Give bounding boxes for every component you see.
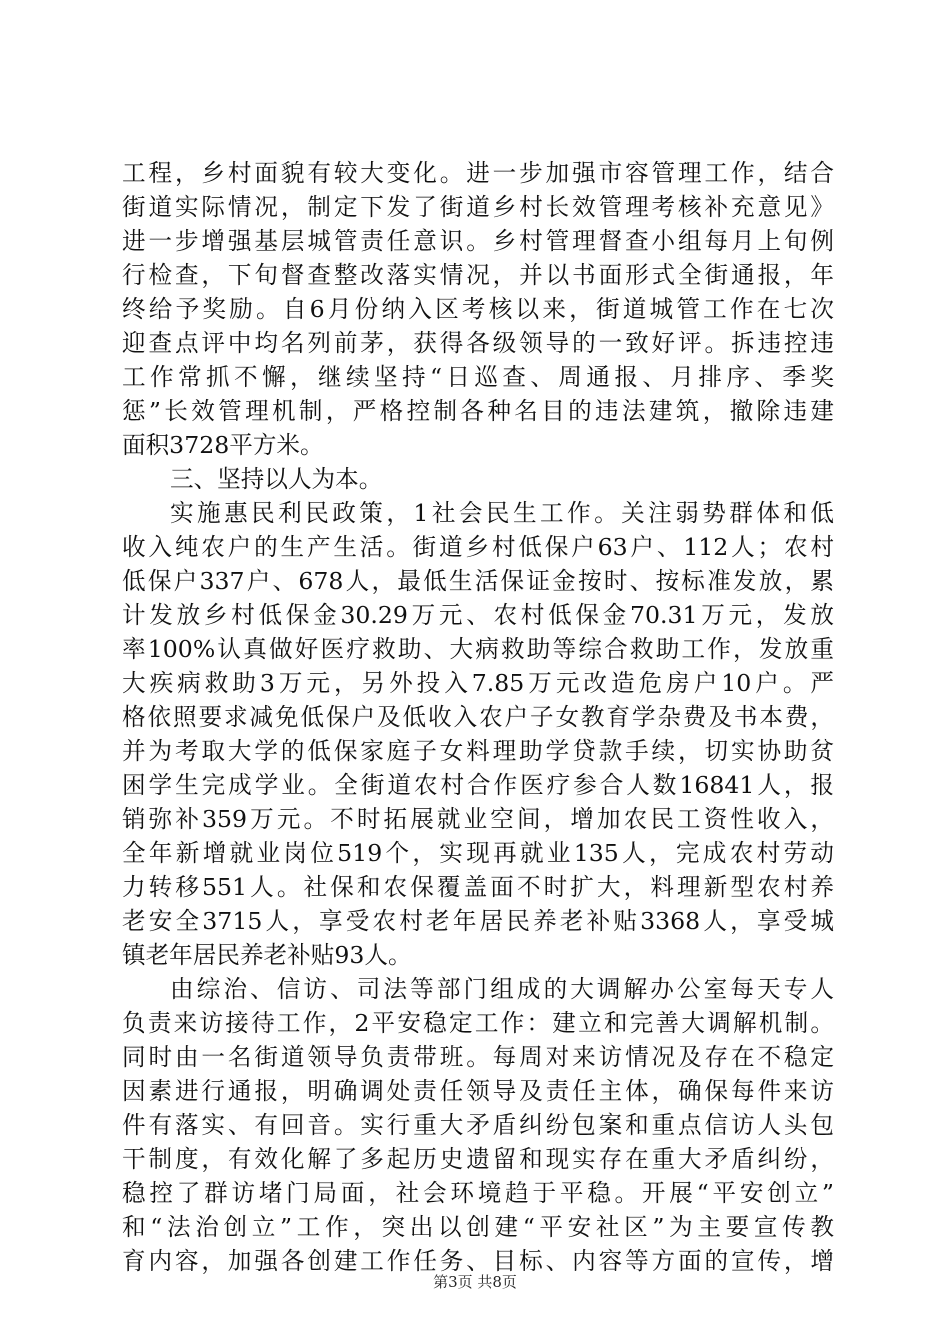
text-line: 大疾病救助3万元，另外投入7.85万元改造危房户10户。严 (122, 669, 834, 697)
text-line: 和“法治创立”工作，突出以创建“平安社区”为主要宣传教 (122, 1213, 834, 1241)
text-line: 街道实际情况，制定下发了街道乡村长效管理考核补充意见》 (122, 193, 834, 221)
text-line: 件有落实、有回音。实行重大矛盾纠纷包案和重点信访人头包 (122, 1111, 834, 1139)
text-line: 负责来访接待工作，2平安稳定工作：建立和完善大调解机制。 (122, 1009, 834, 1037)
text-line: 惩”长效管理机制，严格控制各种名目的违法建筑，撤除违建 (122, 397, 834, 425)
text-line: 销弥补359万元。不时拓展就业空间，增加农民工资性收入， (122, 805, 834, 833)
paragraph-p2 (122, 462, 834, 496)
text-line: 由综治、信访、司法等部门组成的大调解办公室每天专人 (170, 975, 834, 1003)
page-footer: 第3页 共8页 (433, 1273, 517, 1291)
paragraph-p4 (122, 972, 834, 1278)
text-line: 工作常抓不懈，继续坚持“日巡查、周通报、月排序、季奖 (122, 363, 834, 391)
text-line: 干制度，有效化解了多起历史遗留和现实存在重大矛盾纠纷， (122, 1145, 834, 1173)
text-line: 困学生完成学业。全街道农村合作医疗参合人数16841人，报 (122, 771, 834, 799)
text-line: 育内容，加强各创建工作任务、目标、内容等方面的宣传，增 (122, 1247, 834, 1275)
text-line: 率100%认真做好医疗救助、大病救助等综合救助工作，发放重 (122, 635, 834, 663)
text-line: 进一步增强基层城管责任意识。乡村管理督查小组每月上旬例 (122, 227, 834, 255)
paragraph-p3 (122, 496, 834, 972)
paragraph-p1 (122, 156, 834, 462)
text-line: 三、坚持以人为本。 (170, 465, 383, 493)
text-line: 实施惠民利民政策，1社会民生工作。关注弱势群体和低 (170, 499, 834, 527)
text-line: 行检查，下旬督查整改落实情况，并以书面形式全街通报，年 (122, 261, 834, 289)
text-line: 迎查点评中均名列前茅，获得各级领导的一致好评。拆违控违 (122, 329, 834, 357)
text-line: 收入纯农户的生产生活。街道乡村低保户63户、112人；农村 (122, 533, 834, 561)
text-line: 全年新增就业岗位519个，实现再就业135人，完成农村劳动 (122, 839, 834, 867)
text-line: 老安全3715人，享受农村老年居民养老补贴3368人，享受城 (122, 907, 834, 935)
text-line: 力转移551人。社保和农保覆盖面不时扩大，料理新型农村养 (122, 873, 834, 901)
text-line: 格依照要求减免低保户及低收入农户子女教育学杂费及书本费， (122, 703, 834, 731)
text-line: 稳控了群访堵门局面，社会环境趋于平稳。开展“平安创立” (122, 1179, 834, 1207)
text-line: 镇老年居民养老补贴93人。 (122, 941, 412, 969)
text-line: 并为考取大学的低保家庭子女料理助学贷款手续，切实协助贫 (122, 737, 834, 765)
text-line: 面积3728平方米。 (122, 431, 324, 459)
text-line: 同时由一名街道领导负责带班。每周对来访情况及存在不稳定 (122, 1043, 834, 1071)
text-line: 终给予奖励。自6月份纳入区考核以来，街道城管工作在七次 (122, 295, 834, 323)
text-line: 工程，乡村面貌有较大变化。进一步加强市容管理工作，结合 (122, 159, 834, 187)
text-line: 因素进行通报，明确调处责任领导及责任主体，确保每件来访 (122, 1077, 834, 1105)
text-line: 计发放乡村低保金30.29万元、农村低保金70.31万元，发放 (122, 601, 834, 629)
text-line: 低保户337户、678人，最低生活保证金按时、按标准发放，累 (122, 567, 834, 595)
document-body (122, 156, 834, 1278)
